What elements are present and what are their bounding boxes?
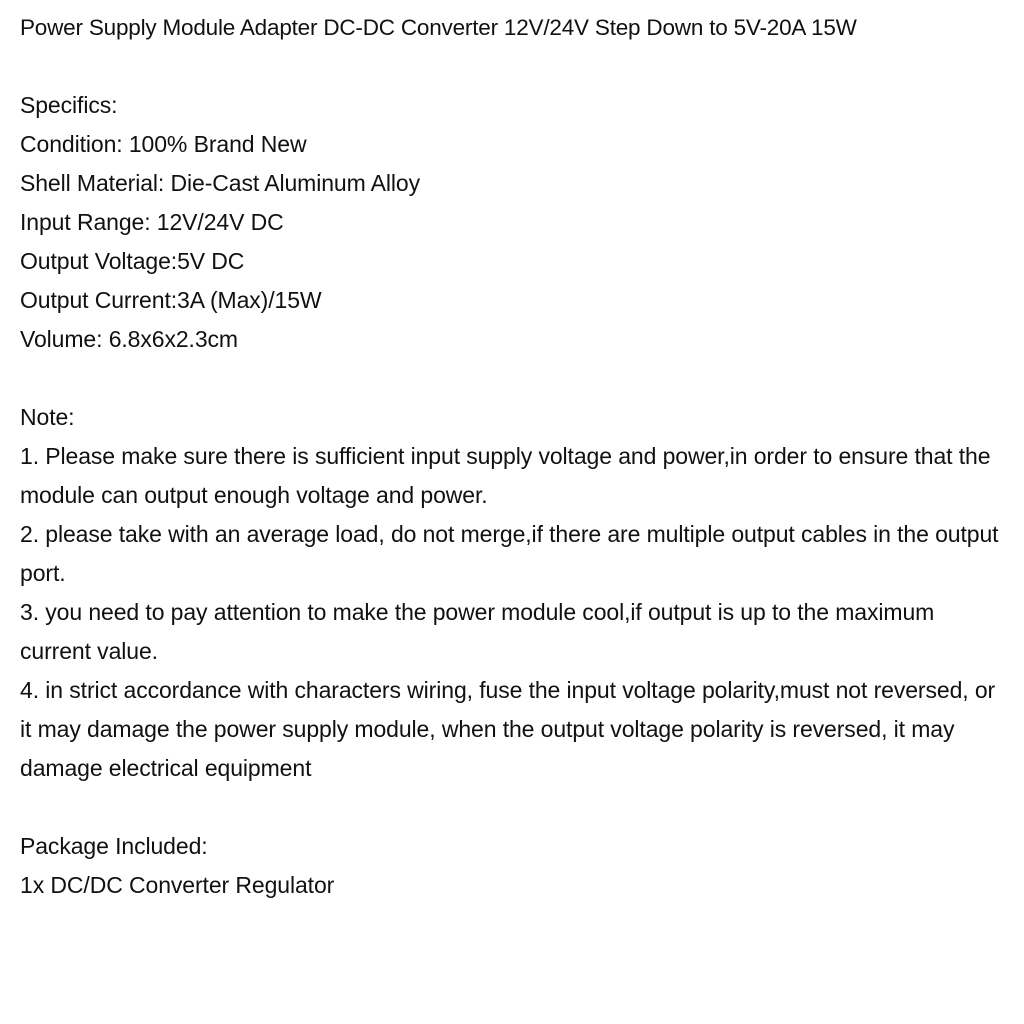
note-heading: Note:	[20, 404, 75, 430]
specifics-heading: Specifics:	[20, 92, 118, 118]
note-item-2: 2. please take with an average load, do not merge,if there are multiple output cables in the output port.	[20, 521, 999, 586]
package-heading: Package Included:	[20, 833, 208, 859]
specifics-section	[20, 86, 1010, 359]
spacer	[20, 47, 1010, 86]
package-item: 1x DC/DC Converter Regulator	[20, 872, 335, 898]
product-title: Power Supply Module Adapter DC-DC Converter 12V/24V Step Down to 5V-20A 15W	[20, 15, 857, 40]
note-item-3: 3. you need to pay attention to make the power module cool,if output is up to the maximum current value.	[20, 599, 935, 664]
package-section	[20, 827, 1010, 905]
spec-condition: Condition: 100% Brand New	[20, 131, 307, 157]
spacer	[20, 359, 1010, 398]
spec-output-voltage: Output Voltage:5V DC	[20, 248, 245, 274]
spacer	[20, 788, 1010, 827]
spec-shell-material: Shell Material: Die-Cast Aluminum Alloy	[20, 170, 421, 196]
note-item-1: 1. Please make sure there is sufficient input supply voltage and power,in order to ensure that the module can output enough voltage and power.	[20, 443, 991, 508]
spec-volume: Volume: 6.8x6x2.3cm	[20, 326, 238, 352]
spec-input-range: Input Range: 12V/24V DC	[20, 209, 284, 235]
product-description	[20, 8, 1010, 905]
note-section	[20, 398, 1010, 788]
spec-output-current: Output Current:3A (Max)/15W	[20, 287, 322, 313]
note-item-4: 4. in strict accordance with characters wiring, fuse the input voltage polarity,must not reversed, or it may damage the power supply module, when the output voltage polarity is reversed, it may damage electrical equipment	[20, 677, 996, 781]
